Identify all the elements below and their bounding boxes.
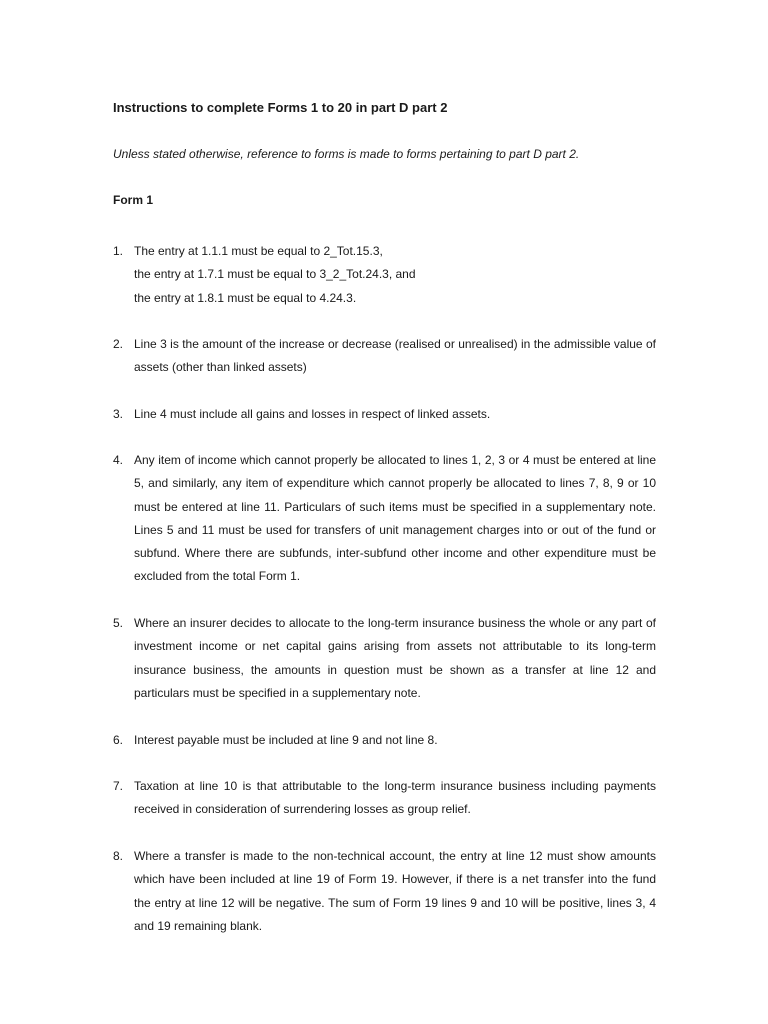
item-number: 2. (113, 337, 124, 351)
item-number: 1. (113, 244, 124, 258)
item-text: Any item of income which cannot properly be allocated to lines 1, 2, 3 or 4 must be entered at line 5, and similarly, any item of expenditure which cannot properly be allocated to lines 7, 8, 9 or 10 must be entered at line 11. Particulars of such items must be specified in a supplementary note. Lines 5 and 11 must be used for transfers of unit management charges into or out of the fund or subfund. Where there are subfunds, inter-subfund other income and other expenditure must be excluded from the total Form 1. (134, 453, 656, 584)
item-text: Interest payable must be included at line 9 and not line 8. (134, 733, 438, 747)
item-text: Where an insurer decides to allocate to the long-term insurance business the whole or any part of investment income or net capital gains arising from assets not attributable to its long-term insurance business, the amounts in question must be shown as a transfer at line 12 and particulars must be specified in a supplementary note. (134, 616, 656, 700)
item-number: 7. (113, 779, 124, 793)
item-number: 4. (113, 453, 124, 467)
intro-note: Unless stated otherwise, reference to forms is made to forms pertaining to part D part 2. (113, 147, 580, 161)
document-title: Instructions to complete Forms 1 to 20 in part D part 2 (113, 100, 448, 115)
item-number: 5. (113, 616, 124, 630)
item-number: 6. (113, 733, 124, 747)
form-1-heading: Form 1 (113, 193, 154, 207)
item-number: 3. (113, 407, 124, 421)
item-text: Taxation at line 10 is that attributable to the long-term insurance business including payments received in consideration of surrendering losses as group relief. (134, 779, 656, 817)
item-text: Line 3 is the amount of the increase or decrease (realised or unrealised) in the admissible value of assets (other than linked assets) (134, 337, 656, 375)
item-line: the entry at 1.7.1 must be equal to 3_2_Tot.24.3, and (134, 267, 416, 282)
item-text (134, 240, 656, 310)
item-line: the entry at 1.8.1 must be equal to 4.24.3. (134, 290, 357, 305)
item-number: 8. (113, 849, 124, 863)
item-line: The entry at 1.1.1 must be equal to 2_Tot.15.3, (134, 244, 383, 258)
item-text: Where a transfer is made to the non-technical account, the entry at line 12 must show amounts which have been included at line 19 of Form 19. However, if there is a net transfer into the fund the entry at line 12 will be negative. The sum of Form 19 lines 9 and 10 will be positive, lines 3, 4 and 19 remaining blank. (134, 849, 656, 933)
item-text: Line 4 must include all gains and losses in respect of linked assets. (134, 407, 491, 421)
